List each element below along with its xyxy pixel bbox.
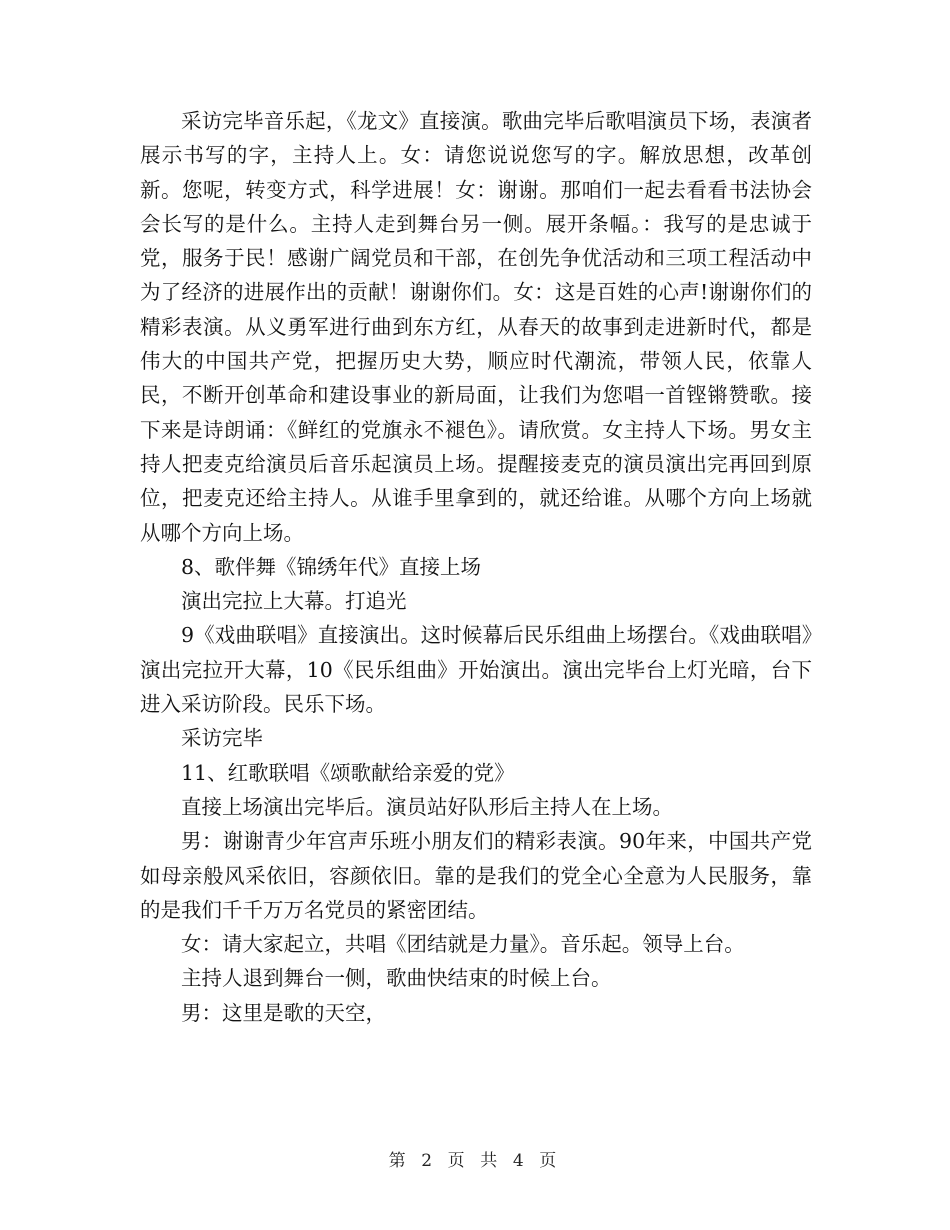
paragraph-interview-done: 采访完毕 (181, 726, 263, 751)
paragraph-item-11: 11、红歌联唱《颂歌献给亲爱的党》 (181, 760, 515, 785)
paragraph-item-8: 8、歌伴舞《锦绣年代》直接上场 (181, 554, 482, 579)
document-body (140, 104, 812, 1030)
paragraph-interview-closing: 采访完毕音乐起，《龙文》直接演。歌曲完毕后歌唱演员下场，表演者展示书写的字，主持人上。女：请您说说您写的字。解放思想，改革创新。您呢，转变方式，科学进展！女：谢谢。那咱们一起去看看书法协会会长写的是什么。主持人走到舞台另一侧。展开条幅。：我写的是忠诚于党，服务于民！感谢广阔党员和干部，在创先争优活动和三项工程活动中为了经济的进展作出的贡献！谢谢你们。女：这是百姓的心声!谢谢你们的精彩表演。从义勇军进行曲到东方红，从春天的故事到走进新时代，都是伟大的中国共产党，把握历史大势，顺应时代潮流，带领人民，依靠人民，不断开创革命和建设事业的新局面，让我们为您唱一首铿锵赞歌。接下来是诗朗诵：《鲜红的党旗永不褪色》。请欣赏。女主持人下场。男女主持人把麦克给演员后音乐起演员上场。提醒接麦克的演员演出完再回到原位，把麦克还给主持人。从谁手里拿到的，就还给谁。从哪个方向上场就从哪个方向上场。 (140, 109, 812, 545)
page-number-footer: 第 2 页 共 4 页 (388, 1151, 562, 1171)
paragraph-female-host-speech: 女：请大家起立，共唱《团结就是力量》。音乐起。领导上台。 (181, 932, 745, 957)
paragraph-host-enter: 直接上场演出完毕后。演员站好队形后主持人在上场。 (181, 794, 673, 819)
paragraph-item-9-10: 9《戏曲联唱》直接演出。这时候幕后民乐组曲上场摆台。《戏曲联唱》演出完拉开大幕，10《民乐组曲》开始演出。演出完毕台上灯光暗，台下进入采访阶段。民乐下场。 (140, 623, 812, 717)
paragraph-host-retreat: 主持人退到舞台一侧，歌曲快结束的时候上台。 (181, 966, 612, 991)
paragraph-male-host-speech: 男：谢谢青少年宫声乐班小朋友们的精彩表演。90年来，中国共产党如母亲般风采依旧，容颜依旧。靠的是我们的党全心全意为人民服务，靠的是我们千千万万名党员的紧密团结。 (140, 829, 812, 922)
paragraph-male-host-line: 男：这里是歌的天空， (181, 1000, 386, 1025)
paragraph-curtain-spotlight: 演出完拉上大幕。打追光 (181, 589, 407, 614)
